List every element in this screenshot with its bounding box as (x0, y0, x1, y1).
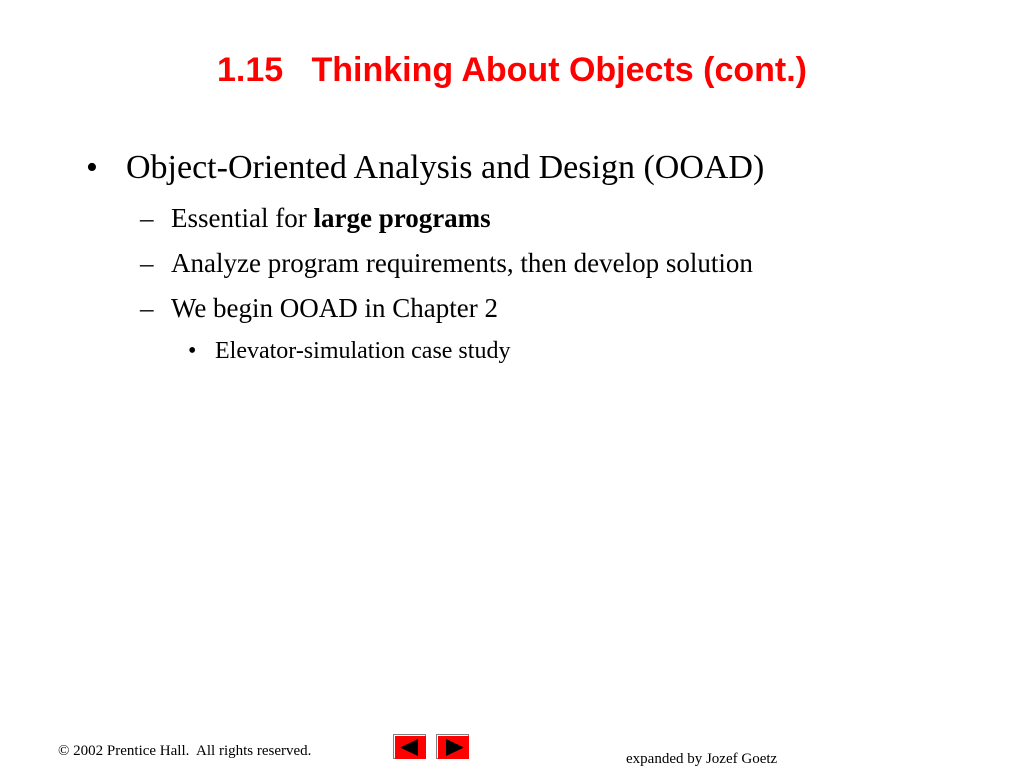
bullet-level2 (140, 290, 498, 326)
bullet-level1 (86, 146, 764, 190)
bullet-level3 (188, 336, 510, 366)
author-credit: expanded by Jozef Goetz (626, 751, 778, 767)
dash-marker: – (140, 248, 154, 278)
copyright-symbol: © (58, 743, 70, 759)
bullet-text: Essential for (171, 203, 314, 233)
right-arrow-icon (437, 735, 470, 760)
bullet-marker: • (188, 338, 197, 364)
bullet-text: Elevator-simulation case study (215, 338, 511, 364)
slide-title: 1.15 Thinking About Objects (cont.) (217, 51, 807, 89)
copyright-notice (58, 741, 311, 761)
bullet-text: Object-Oriented Analysis and Design (OOAD) (126, 149, 765, 186)
bullet-level2 (140, 245, 753, 281)
left-arrow-icon (394, 735, 427, 760)
bullet-marker: • (86, 149, 98, 186)
next-slide-button[interactable] (436, 734, 469, 759)
dash-marker: – (140, 293, 154, 323)
bullet-text: We begin OOAD in Chapter 2 (171, 293, 499, 323)
dash-marker: – (140, 203, 154, 233)
copyright-text: 2002 Prentice Hall. All rights reserved. (69, 743, 312, 759)
bullet-level2 (140, 200, 491, 236)
previous-slide-button[interactable] (393, 734, 426, 759)
bullet-bold-text: large programs (313, 203, 491, 233)
bullet-text: Analyze program requirements, then develop solution (171, 248, 753, 278)
